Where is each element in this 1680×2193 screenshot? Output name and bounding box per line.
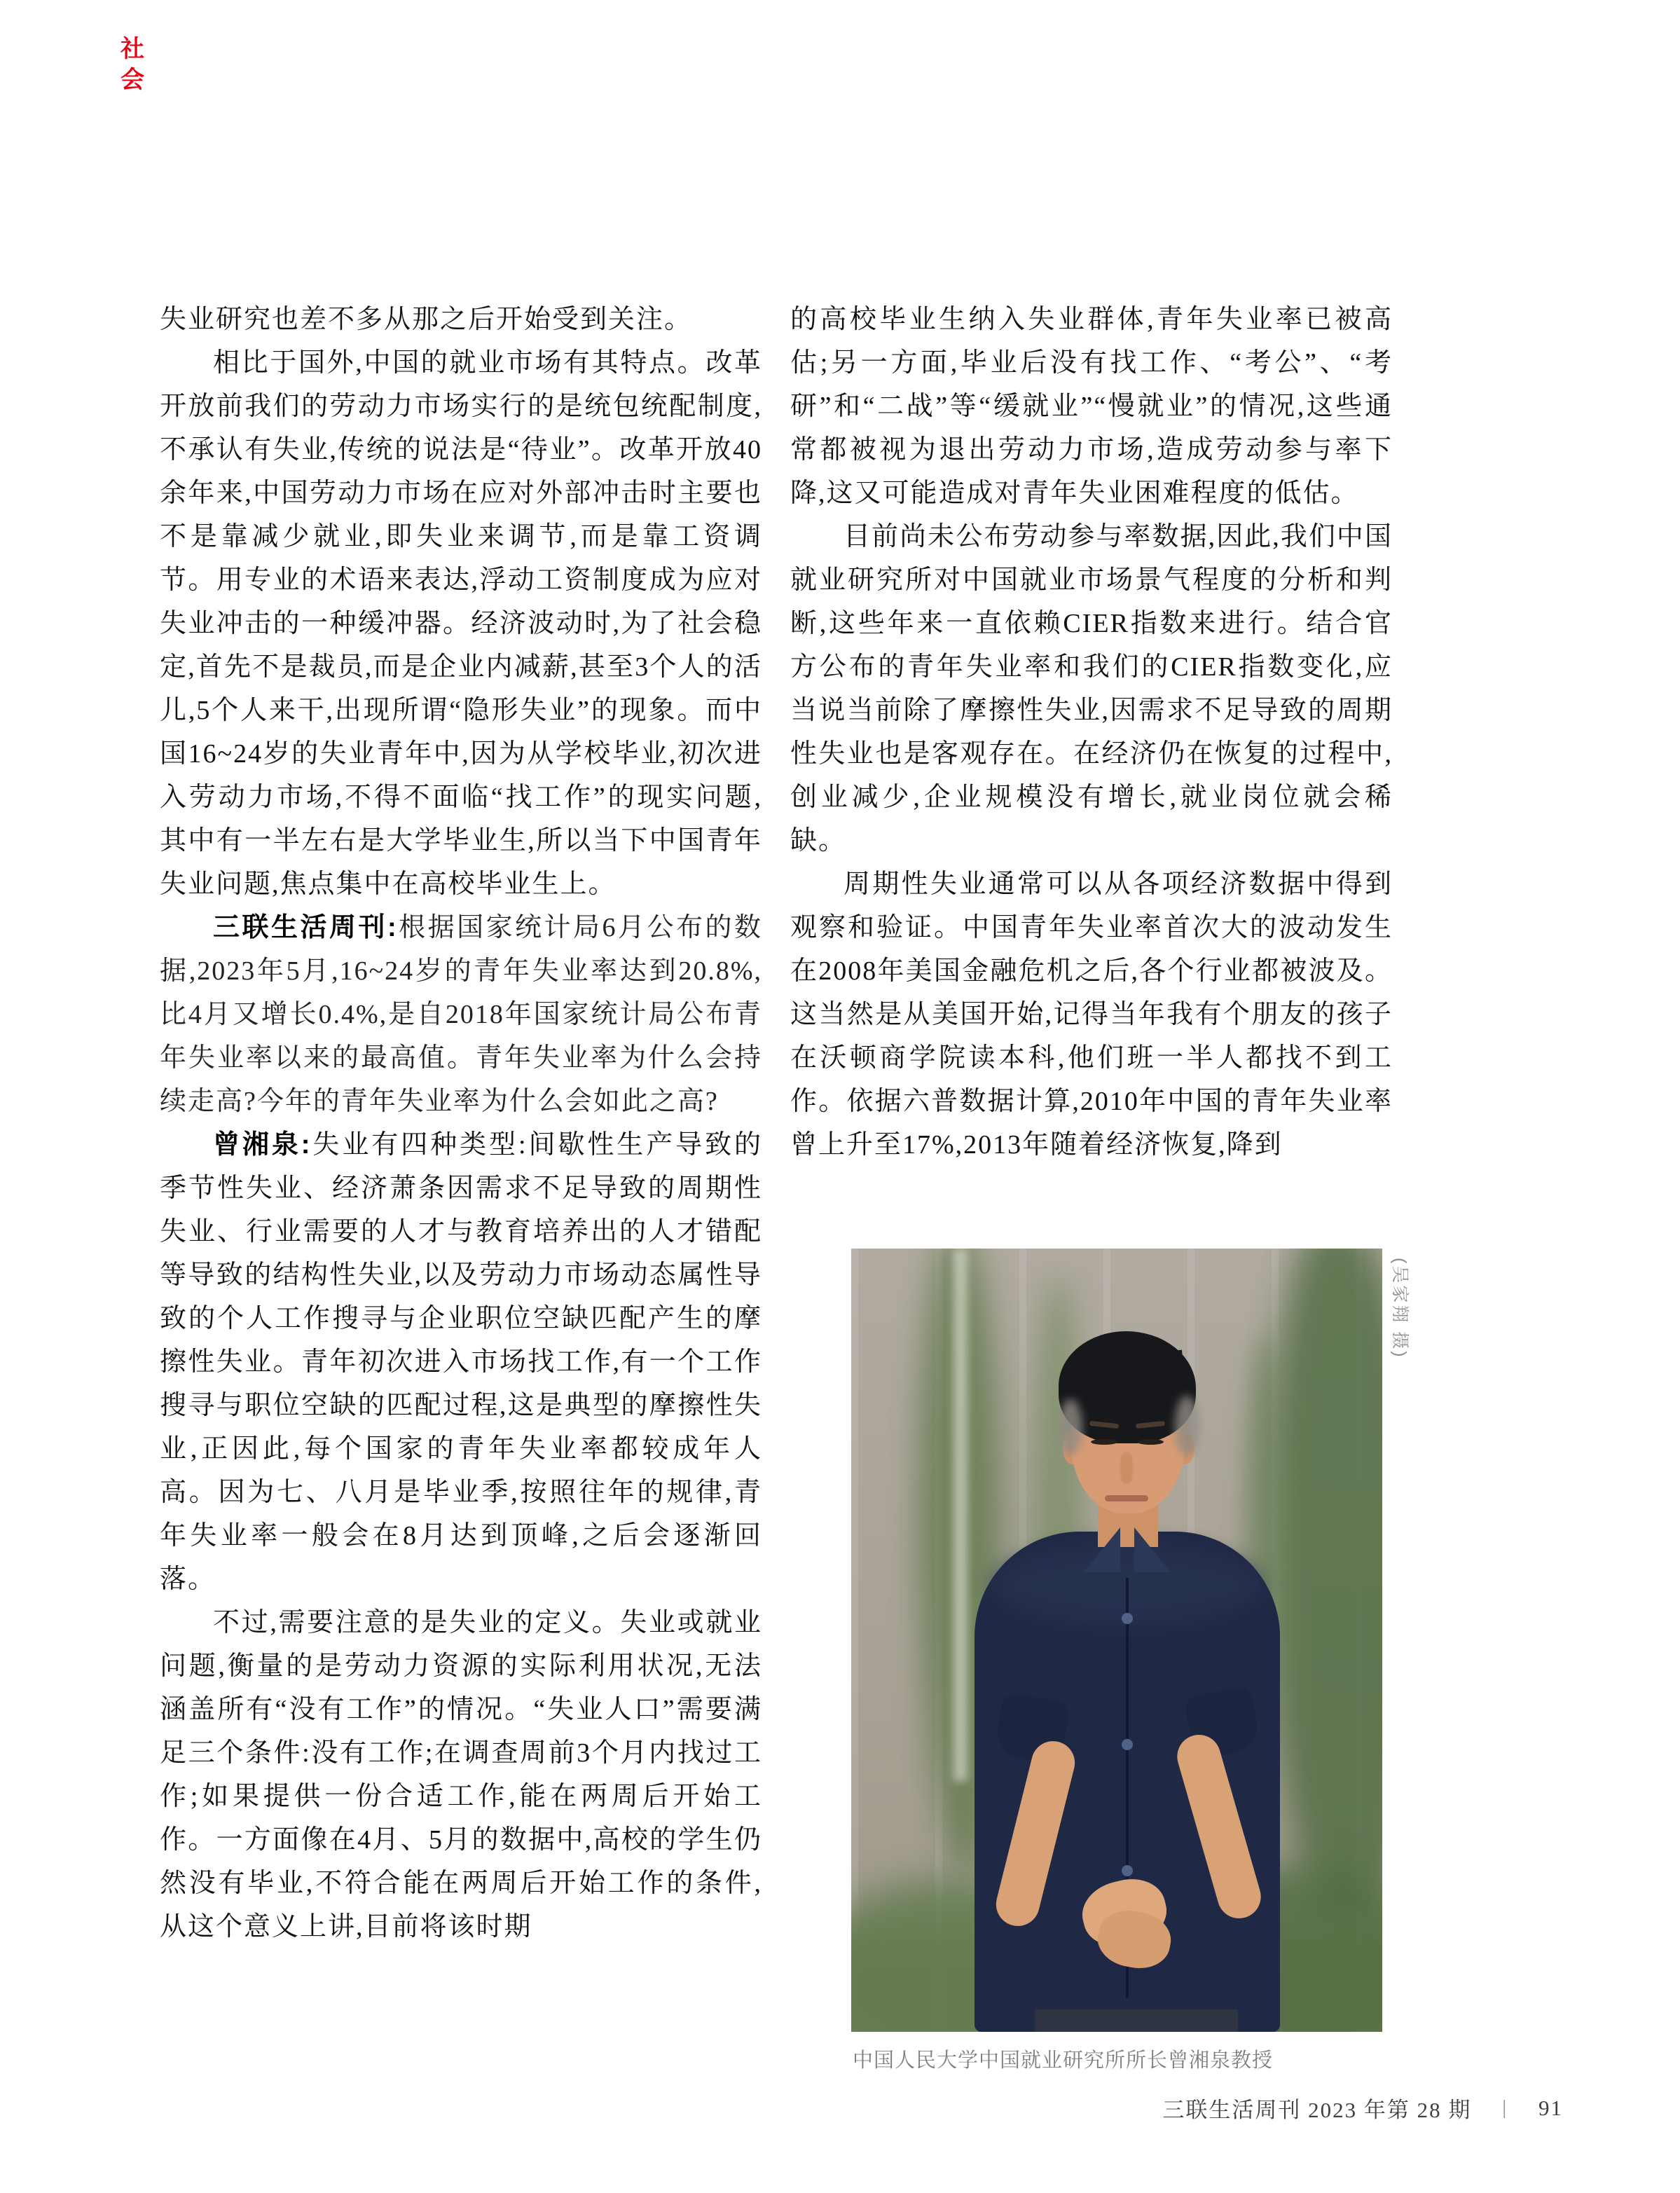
shirt-button <box>1122 1613 1133 1624</box>
footer-separator: | <box>1502 2096 1508 2119</box>
face-eye-left <box>1091 1439 1117 1445</box>
person-hair-gray-left <box>1059 1399 1082 1455</box>
speaker-label: 三联生活周刊: <box>213 913 398 942</box>
section-label-char: 会 <box>121 67 144 93</box>
portrait-photo <box>851 1249 1382 2032</box>
speaker-label: 曾湘泉: <box>213 1130 312 1160</box>
photo-caption: 中国人民大学中国就业研究所所长曾湘泉教授 <box>853 2049 1274 2072</box>
footer-page-number: 91 <box>1538 2095 1563 2120</box>
photographer-credit: (吴家翔 摄) <box>1390 1258 1410 1359</box>
paragraph: 相比于国外,中国的就业市场有其特点。改革开放前我们的劳动力市场实行的是统包统配制度,不承认有失业,传统的说法是“待业”。改革开放40余年来,中国劳动力市场在应对外部冲击时主要也不是靠减少就业,即失业来调节,而是靠工资调节。用专业的术语来表达,浮动工资制度成为应对失业冲击的一种缓冲器。经济波动时,为了社会稳定,首先不是裁员,而是企业内减薪,甚至3个人的活儿,5个人来干,出现所谓“隐形失业”的现象。而中国16~24岁的失业青年中,因为从学校毕业,初次进入劳动力市场,不得不面临“找工作”的现实问题,其中有一半左右是大学毕业生,所以当下中国青年失业问题,焦点集中在高校毕业生上。 <box>160 348 762 899</box>
face-eye-right <box>1137 1439 1164 1445</box>
face-mouth <box>1105 1495 1148 1501</box>
paragraph: 三联生活周刊:根据国家统计局6月公布的数据,2023年5月,16~24岁的青年失业率达到20.8%,比4月又增长0.4%,是自2018年国家统计局公布青年失业率以来的最高值。青年失业率为什么会持续走高?今年的青年失业率为什么会如此之高? <box>160 913 762 1116</box>
page-footer <box>1162 2092 1563 2124</box>
shirt-button <box>1122 1865 1133 1876</box>
shirt-button <box>1122 1739 1133 1750</box>
shirt-collar-left <box>1084 1527 1120 1572</box>
paragraph: 失业研究也差不多从那之后开始受到关注。 <box>160 305 693 334</box>
paragraph: 目前尚未公布劳动参与率数据,因此,我们中国就业研究所对中国就业市场景气程度的分析和判断,这些年来一直依赖CIER指数来进行。结合官方公布的青年失业率和我们的CIER指数变化,应当说当前除了摩擦性失业,因需求不足导致的周期性失业也是客观存在。在经济仍在恢复的过程中,创业减少,企业规模没有增长,就业岗位就会稀缺。 <box>790 522 1393 855</box>
right-column <box>790 298 1393 1167</box>
person-hair-gray-right <box>1175 1396 1199 1456</box>
section-label <box>121 36 144 92</box>
face-nose <box>1120 1452 1133 1484</box>
shirt-collar-right <box>1134 1527 1171 1572</box>
footer-magazine-issue: 三联生活周刊 2023 年第 28 期 <box>1162 2098 1472 2122</box>
section-label-char: 社 <box>121 36 144 62</box>
paragraph: 周期性失业通常可以从各项经济数据中得到观察和验证。中国青年失业率首次大的波动发生在2008年美国金融危机之后,各个行业都被波及。这当然是从美国开始,记得当年我有个朋友的孩子在沃顿商学院读本科,他们班一半人都找不到工作。依据六普数据计算,2010年中国的青年失业率曾上升至17%,2013年随着经济恢复,降到 <box>790 869 1393 1160</box>
person-trousers <box>1035 2009 1238 2032</box>
paragraph: 的高校毕业生纳入失业群体,青年失业率已被高估;另一方面,毕业后没有找工作、“考公”、“考研”和“二战”等“缓就业”“慢就业”的情况,这些通常都被视为退出劳动力市场,造成劳动参与率下降,这又可能造成对青年失业困难程度的低估。 <box>790 305 1393 508</box>
portrait-person <box>851 1249 1382 2032</box>
paragraph: 不过,需要注意的是失业的定义。失业或就业问题,衡量的是劳动力资源的实际利用状况,无法涵盖所有“没有工作”的情况。“失业人口”需要满足三个条件:没有工作;在调查周前3个月内找过工作;如果提供一份合适工作,能在两周后开始工作。一方面像在4月、5月的数据中,高校的学生仍然没有毕业,不符合能在两周后开始工作的条件,从这个意义上讲,目前将该时期 <box>160 1608 762 1941</box>
paragraph: 曾湘泉:失业有四种类型:间歇性生产导致的季节性失业、经济萧条因需求不足导致的周期性失业、行业需要的人才与教育培养出的人才错配等导致的结构性失业,以及劳动力市场动态属性导致的个人工作搜寻与企业职位空缺匹配产生的摩擦性失业。青年初次进入市场找工作,有一个工作搜寻与职位空缺的匹配过程,这是典型的摩擦性失业,正因此,每个国家的青年失业率都较成年人高。因为七、八月是毕业季,按照往年的规律,青年失业率一般会在8月达到顶峰,之后会逐渐回落。 <box>160 1130 763 1594</box>
left-column <box>160 298 762 1948</box>
